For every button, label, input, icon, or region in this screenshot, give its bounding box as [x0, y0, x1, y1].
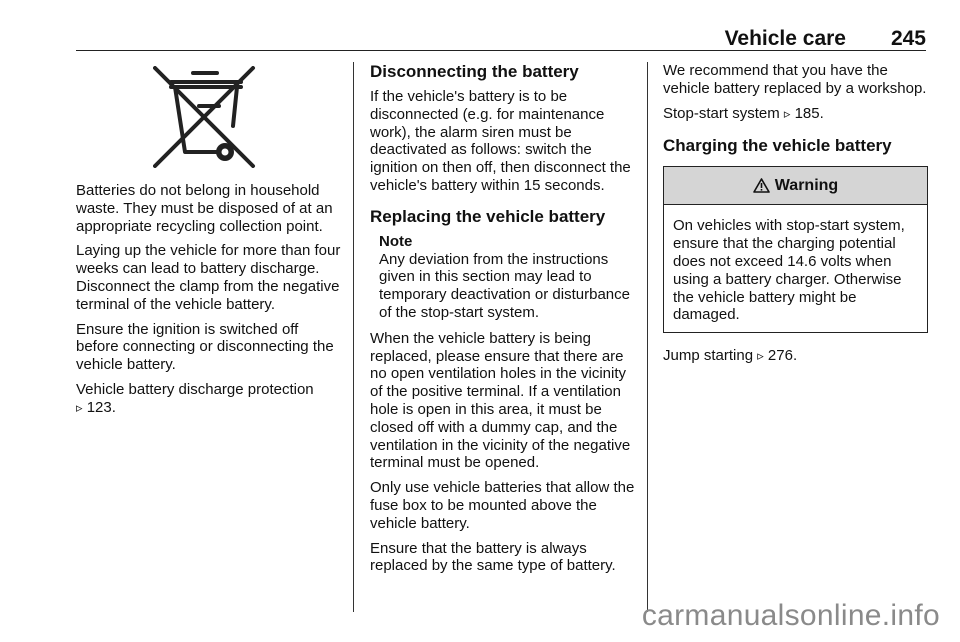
stop-start-text: Stop-start system [663, 104, 780, 122]
column-2 [370, 62, 638, 582]
same-type-paragraph: Ensure that the battery is always replaced by the same type of battery. [370, 539, 616, 575]
column-1 [76, 62, 344, 425]
jump-starting-text: Jump starting [663, 347, 754, 365]
disconnecting-paragraph: If the vehicle's battery is to be disconnected (e.g. for maintenance work), the alarm siren must be deactivated as follows: switch the ignition on then off, then disconnect the vehicle's battery within 15 seconds. [370, 88, 631, 194]
column-divider-2 [647, 62, 648, 612]
page-ref-arrow-icon: ▹ [76, 400, 83, 416]
page-ref-link[interactable]: 276. [767, 347, 798, 365]
warning-title: Warning [774, 176, 839, 194]
page-number: 245 [890, 27, 926, 50]
disconnecting-heading: Disconnecting the battery [370, 62, 579, 81]
note-block [370, 233, 638, 322]
jump-starting-paragraph [663, 347, 928, 366]
laying-up-paragraph: Laying up the vehicle for more than four weeks can lead to battery discharge. Disconnect the clamp from the negative terminal of the vehicle battery. [76, 242, 341, 313]
workshop-paragraph: We recommend that you have the vehicle battery replaced by a workshop. [663, 62, 927, 97]
page-header [76, 26, 926, 51]
page-ref-link[interactable]: 123. [86, 398, 116, 416]
stop-start-ref-paragraph [663, 105, 928, 124]
column-divider-1 [353, 62, 354, 612]
crossed-out-wheelie-bin-icon [153, 66, 257, 168]
page-ref-arrow-icon: ▹ [783, 106, 791, 122]
warning-box [663, 166, 928, 333]
note-title: Note [379, 232, 413, 250]
watermark-logo[interactable]: carmanualsonline.info [641, 599, 940, 632]
discharge-protection-text: Vehicle battery discharge protection [76, 380, 314, 398]
page-ref-arrow-icon: ▹ [757, 349, 764, 365]
ignition-paragraph: Ensure the ignition is switched off before connecting or disconnecting the vehicle battery. [76, 320, 334, 374]
charging-heading: Charging the vehicle battery [663, 136, 892, 156]
page-ref-link[interactable]: 185. [794, 104, 824, 122]
discharge-protection-paragraph [76, 381, 344, 418]
note-text: Any deviation from the instructions given in this section may lead to temporary deactivation or disturbance of the stop-start system. [379, 250, 630, 321]
page-title: Vehicle care [724, 27, 846, 50]
fuse-box-paragraph: Only use vehicle batteries that allow the fuse box to be mounted above the vehicle battery. [370, 479, 635, 532]
warning-text: On vehicles with stop-start system, ensure that the charging potential does not exceed 14.6 volts when using a battery charger. Otherwise the vehicle battery might be damaged. [673, 217, 905, 324]
column-3 [663, 62, 928, 373]
disposal-paragraph: Batteries do not belong in household waste. They must be disposed of at an appropriate recycling collection point. [76, 182, 333, 235]
warning-triangle-icon [753, 178, 770, 193]
warning-body [664, 205, 927, 332]
warning-header [664, 167, 927, 205]
replacing-heading: Replacing the vehicle battery [370, 206, 606, 226]
ventilation-paragraph: When the vehicle battery is being replaced, please ensure that there are no open ventilation holes in the vicinity of the positive terminal. If a ventilation hole is open in this area, it must be closed off with a dummy cap, and the ventilation in the vicinity of the negative terminal must be opened. [370, 329, 631, 472]
